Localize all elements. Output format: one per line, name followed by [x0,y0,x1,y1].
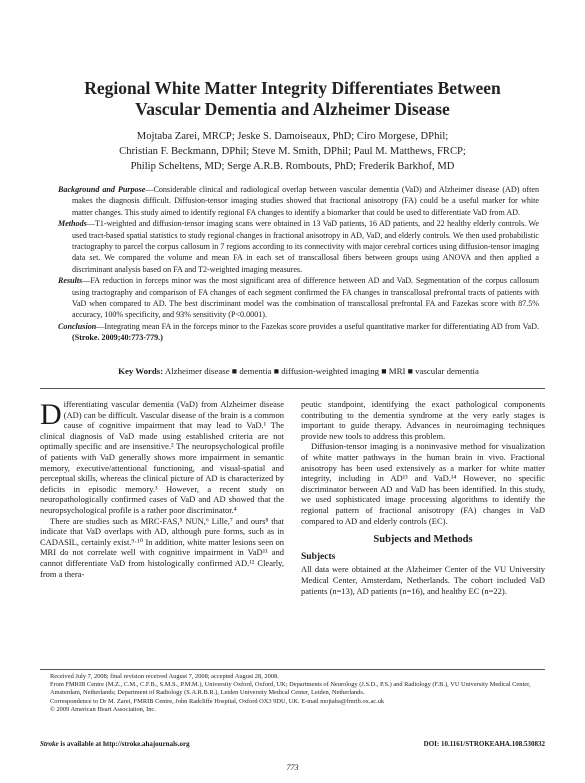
abstract-methods [58,218,539,275]
abstract-text: —Considerable clinical and radiological overlap between vascular dementia (VaD) and Alzheimer disease (AD) often makes the diagnosis difficult. Diffusion-tensor imaging studies showed that fractional anisotropy (FA) could be a useful marker for white matter changes. This study aimed to identify regional FA changes to identify a biomarker that could be used to differentiate VaD from AD. [72,185,539,217]
abstract-label: Conclusion [58,321,97,331]
abstract-results [58,275,539,321]
footer-availability [40,740,190,748]
page-number: 773 [286,763,299,772]
section-heading: Subjects and Methods [373,534,473,546]
abstract-label: Methods [58,219,87,229]
abstract-conclusion [58,321,539,344]
abstract-label: Background and Purpose [58,185,146,194]
journal-url[interactable]: is available at http://stroke.ahajournals.org [58,740,190,748]
body-column-left [40,399,284,579]
author-line: Christian F. Beckmann, DPhil; Steve M. Smith, DPhil; Paul M. Matthews, FRCP; [119,146,466,157]
footnote-correspondence: Correspondence to Dr M. Zarei, FMRIB Centre, John Radcliffe Hospital, Oxford OX3 9DU, UK. E-mail mojtaba@fmrib.ox.ac.uk [50,697,385,705]
body-paragraph: There are studies such as MRC-FAS,⁵ NUN,⁶ Lille,⁷ and ours⁸ that indicate that VaD overlaps with AD, although pure forms, such as in CADASIL, certainly exist.⁹·¹⁰ In addition, white matter lesions seen on MRI do not correlate well with cognitive impairment in VaD¹¹ and cannot differentiate VaD from histologically confirmed AD.¹² Clearly, from a thera- [40,515,284,579]
title-line-1: Regional White Matter Integrity Differentiates Between [84,78,501,98]
abstract [58,184,539,344]
author-line: Philip Scheltens, MD; Serge A.R.B. Rombouts, PhD; Frederik Barkhof, MD [130,161,455,172]
body-paragraph: peutic standpoint, identifying the exact pathological components contributing to the dementia syndrome at the very early stages is important to guide therapy. Advances in neuroimaging techniques provide new tools to address this problem. [301,399,545,441]
abstract-background [58,184,539,218]
doi[interactable]: DOI: 10.1161/STROKEAHA.108.530832 [423,740,545,748]
article-title [40,78,545,120]
footnote-divider [40,669,545,670]
citation: (Stroke. 2009;40:773-779.) [72,333,163,343]
footer-bar [40,740,545,748]
subsection-heading: Subjects [301,551,336,562]
abstract-label: Results [58,276,83,286]
footnote-copyright: © 2009 American Heart Association, Inc. [50,705,156,713]
keywords-text: Alzheimer disease ■ dementia ■ diffusion-weighted imaging ■ MRI ■ vascular dementia [164,366,479,376]
abstract-text: —Integrating mean FA in the forceps minor to the Fazekas score provides a useful quantitative marker for differentiating AD from VaD. [96,321,539,331]
title-line-2: Vascular Dementia and Alzheimer Disease [135,99,450,119]
abstract-text: —T1-weighted and diffusion-tensor imaging scans were obtained in 13 VaD patients, 16 AD patients, and 22 healthy elderly controls. We used tract-based spatial statistics to study regional changes in fractional anisotropy in AD, VaD, and elderly controls. We then used probabilistic tractography to parcel the corpus callosum in 7 regions according to its connectivity with major cerebral cortices using diffusion-tensor imaging data set. We compared the volume and mean FA in each set of transcallosal fibers between groups using ANOVA and then applied a discriminant analysis based on FA and T2-weighted imaging measures. [72,219,539,274]
body-paragraph: All data were obtained at the Alzheimer Center of the VU University Medical Center, Amsterdam, Netherlands. The cohort included VaD patients (n=13), AD patients (n=16), and healthy EC (n=22). [301,564,545,596]
footnotes [40,673,545,714]
body-paragraph [40,399,284,516]
divider [40,388,545,389]
body-column-right [301,399,545,596]
body-text: ifferentiating vascular dementia (VaD) from Alzheimer disease (AD) can be difficult. Vascular disease of the brain is a common cause of cognitive impairment that may lead to VaD.¹ The clinical diagnosis of VaD made using established criteria are not optimally specific and are insensitive.² The neuropsychological profile of patients with VaD generally shows more impairment in semantic memory, executive/attentional functioning, and visual-spatial and perceptual skills, whereas the clinical picture of AD is characterized by deficits in episodic memory.³ However, a recent study on neuropathologically confirmed cases of VaD and AD showed that the neuropsychological profile is a rather poor discriminator.⁴ [40,399,284,515]
author-line: Mojtaba Zarei, MRCP; Jeske S. Damoiseaux, PhD; Ciro Morgese, DPhil; [136,131,449,142]
body-paragraph: Diffusion-tensor imaging is a noninvasive method for visualization of white matter pathways in the human brain in vivo. Fractional anisotropy has been used extensively as a marker for white matter integrity, including in AD¹³ and VaD.¹⁴ However, no specific discriminator between AD and VaD has been identified. In this study, we used sophisticated image processing algorithms to identify the regional pattern of fractional anisotropy (FA) changes in VaD compared to AD and elderly controls (EC). [301,441,545,526]
keywords [58,366,539,376]
footnote-received: Received July 7, 2008; final revision received August 7, 2008; accepted August 28, 2008. [50,673,279,680]
journal-name: Stroke [40,740,59,748]
author-list [40,129,545,174]
keywords-label: Key Words: [118,366,164,376]
footnote-affiliations: From FMRIB Centre (M.Z., C.M., C.F.B., S.M.S., P.M.M.), University Oxford, Oxford, UK; Departments of Neurology (J.S.D., P.S.) and Radiology (F.B.), VU University Medical Center, Amsterdam, Netherlands; Department of Radiology (S.A.R.B.R.), Leiden University Medical Center, Leiden, Netherlands. [50,681,531,697]
drop-cap: D [40,398,62,431]
abstract-text: —FA reduction in forceps minor was the most significant area of difference between AD and VaD. Segmentation of the corpus callosum using tractography and comparison of FA changes of each segment confirmed the FA changes in transcallosal prefrontal tracts of patients with VaD when compared to AD. The best discriminant model was the combination of transcallosal prefrontal FA and Fazekas score with 87.5% accuracy, 100% specificity, and 93% sensitivity (P<0.0001). [72,276,539,320]
